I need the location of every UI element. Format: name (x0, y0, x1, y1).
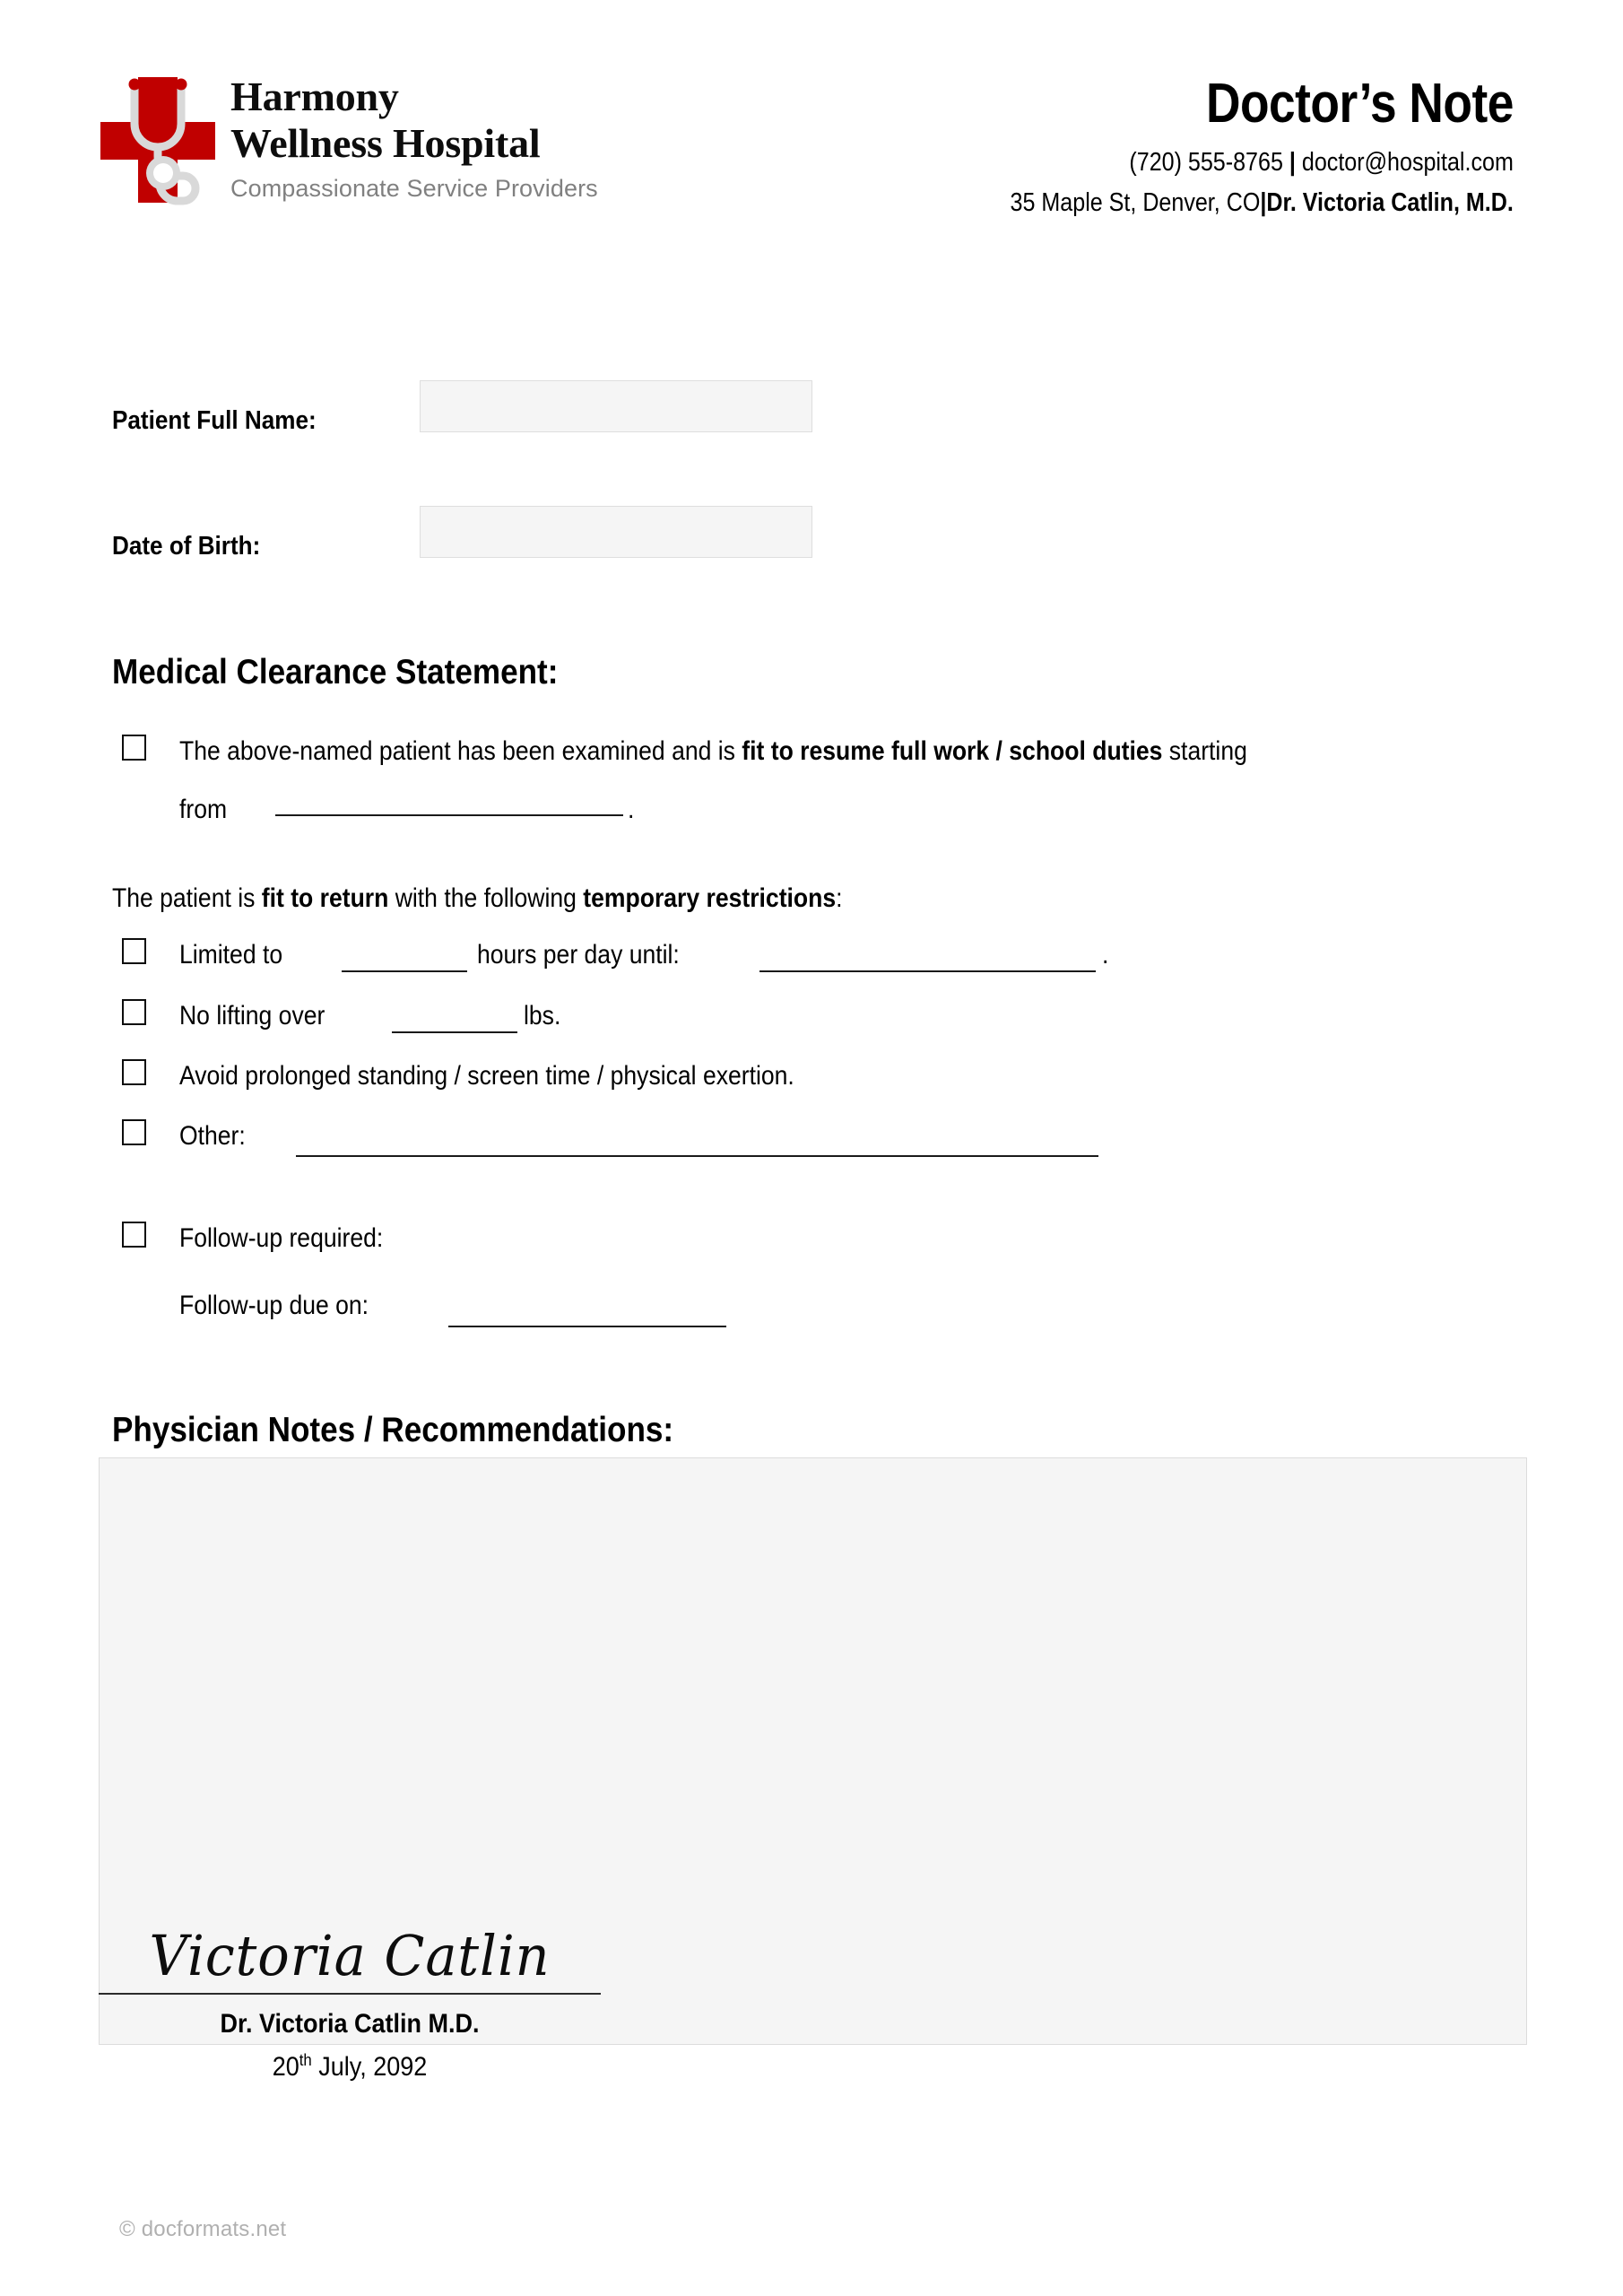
no-lifting-label: No lifting over (179, 1001, 325, 1031)
document-header (0, 0, 1623, 269)
signature-date-day: 20 (272, 2052, 299, 2082)
other-label: Other: (179, 1121, 246, 1151)
no-lifting-unit-label: lbs. (524, 1001, 561, 1031)
patient-name-row (112, 395, 339, 447)
restrictions-intro-after: : (836, 883, 843, 913)
signature-image: Victoria Catlin (149, 1923, 551, 1988)
patient-name-label: Patient Full Name: (112, 405, 317, 435)
signature-line (99, 1993, 601, 1995)
checkbox-other[interactable] (122, 1119, 146, 1145)
restrictions-intro (112, 885, 843, 912)
signature-block (99, 1923, 601, 2083)
checkbox-follow-up-required[interactable] (122, 1222, 146, 1248)
dob-label: Date of Birth: (112, 531, 261, 561)
contact-separator: | (1289, 148, 1297, 177)
address-line (1011, 187, 1514, 221)
other-text-input[interactable] (296, 1155, 1098, 1157)
checkbox-no-lifting[interactable] (122, 999, 146, 1025)
clearance-start-date-input[interactable] (275, 814, 623, 816)
checkbox-limited-hours[interactable] (122, 938, 146, 964)
brand-text (230, 70, 598, 203)
checkbox-avoid-exertion[interactable] (122, 1059, 146, 1085)
header-contact-block (942, 73, 1514, 220)
street-address: 35 Maple St, Denver, CO (1010, 187, 1261, 217)
full-duty-text-after: starting (1162, 736, 1247, 766)
no-lifting-weight-input[interactable] (392, 1031, 517, 1033)
avoid-exertion-label: Avoid prolonged standing / screen time / physical exertion. (179, 1061, 794, 1091)
follow-up-due-date-input[interactable] (448, 1326, 726, 1327)
patient-name-input[interactable] (420, 380, 812, 432)
restrictions-intro-bold1: fit to return (261, 883, 389, 913)
limited-hours-input[interactable] (342, 970, 467, 972)
signature-date-rest: July, 2092 (311, 2052, 428, 2082)
limited-until-date-input[interactable] (759, 970, 1096, 972)
page-title: Doctor’s Note (1206, 73, 1514, 135)
footer-copyright: © docformats.net (119, 2217, 287, 2241)
limited-to-label: Limited to (179, 940, 283, 970)
clearance-from-label: from (179, 795, 228, 824)
restrictions-intro-before: The patient is (112, 883, 262, 913)
signing-doctor-name: Dr. Victoria Catlin M.D. (220, 2009, 480, 2039)
clearance-full-duty-text (179, 738, 1247, 765)
follow-up-required-label: Follow-up required: (179, 1223, 384, 1253)
address-separator: | (1260, 187, 1267, 217)
restrictions-intro-middle: with the following (388, 883, 584, 913)
clearance-heading: Medical Clearance Statement: (112, 653, 559, 691)
dob-row (112, 520, 277, 572)
signature-date-ordinal: th (299, 2050, 312, 2069)
full-duty-text-bold: fit to resume full work / school duties (742, 736, 1163, 766)
limited-trailing-period: . (1102, 940, 1109, 970)
medical-cross-stethoscope-logo (92, 70, 216, 206)
physician-notes-heading: Physician Notes / Recommendations: (112, 1411, 674, 1449)
clearance-from-period: . (628, 795, 635, 824)
email-address: doctor@hospital.com (1302, 148, 1514, 177)
signature-date (124, 2050, 576, 2083)
hospital-brand (92, 70, 598, 206)
brand-tagline: Compassionate Service Providers (230, 175, 598, 203)
follow-up-due-label: Follow-up due on: (179, 1291, 369, 1320)
phone-number: (720) 555-8765 (1129, 148, 1284, 177)
restrictions-intro-bold2: temporary restrictions (583, 883, 837, 913)
brand-name-line2: Wellness Hospital (230, 119, 541, 166)
dob-input[interactable] (420, 506, 812, 558)
doctor-name: Dr. Victoria Catlin, M.D. (1266, 187, 1514, 217)
brand-name-line1: Harmony (230, 74, 399, 119)
contact-line (1011, 146, 1514, 180)
checkbox-fit-full-duty[interactable] (122, 735, 146, 761)
hours-per-day-label: hours per day until: (477, 940, 680, 970)
full-duty-text-before: The above-named patient has been examined and is (179, 736, 742, 766)
